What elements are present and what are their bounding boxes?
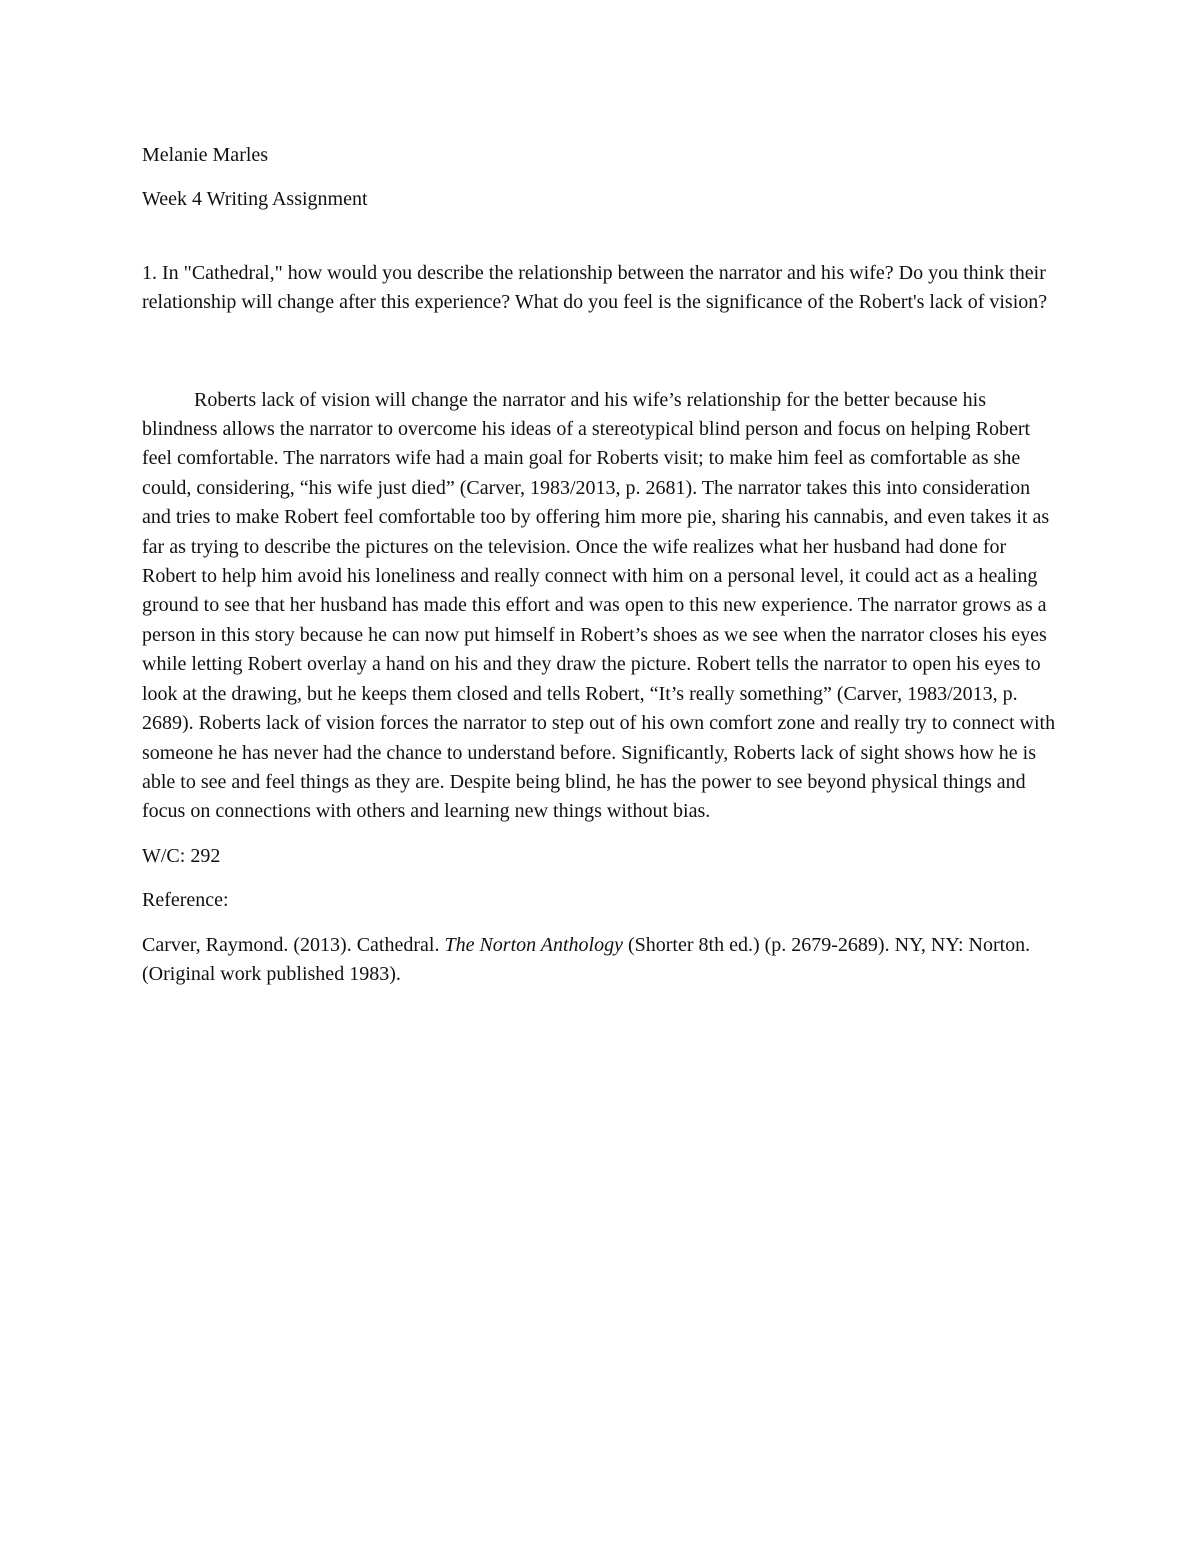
reference-heading: Reference: <box>142 889 229 912</box>
citation-book-title: The Norton Anthology <box>444 933 623 956</box>
citation-details: (Shorter 8th ed.) (p. 2679-2689). NY, NY: Norton. (Original work published 1983). <box>142 933 1031 985</box>
answer-paragraph: Roberts lack of vision will change the narrator and his wife’s relationship for the better because his blindness allows the narrator to overcome his ideas of a stereotypical blind person and focus on helping Robert feel comfortable. The narrators wife had a main goal for Roberts visit; to make him feel as comfortable as she could, considering, “his wife just died” (Carver, 1983/2013, p. 2681). The narrator takes this into consideration and tries to make Robert feel comfortable too by offering him more pie, sharing his cannabis, and even takes it as far as trying to describe the pictures on the television. Once the wife realizes what her husband had done for Robert to help him avoid his loneliness and really connect with him on a personal level, it could act as a healing ground to see that her husband has made this effort and was open to this new experience. The narrator grows as a person in this story because he can now put himself in Robert’s shoes as we see when the narrator closes his eyes while letting Robert overlay a hand on his and they draw the picture. Robert tells the narrator to open his eyes to look at the drawing, but he keeps them closed and tells Robert, “It’s really something” (Carver, 1983/2013, p. 2689). Roberts lack of vision forces the narrator to step out of his own comfort zone and really try to connect with someone he has never had the chance to understand before. Significantly, Roberts lack of sight shows how he is able to see and feel things as they are. Despite being blind, he has the power to see beyond physical things and focus on connections with others and learning new things without bias. <box>142 388 1056 823</box>
document-body <box>142 141 1062 989</box>
word-count: W/C: 292 <box>142 844 221 867</box>
assignment-title: Week 4 Writing Assignment <box>142 188 368 211</box>
author-name: Melanie Marles <box>142 144 269 166</box>
reference-citation <box>142 931 1062 990</box>
question-prompt: 1. In "Cathedral," how would you describe the relationship between the narrator and his wife? Do you think their relationship will change after this experience? What do you feel is the significance of the Robert's lack of vision? <box>142 261 1048 314</box>
citation-authors: Carver, Raymond. (2013). Cathedral. <box>142 933 445 956</box>
